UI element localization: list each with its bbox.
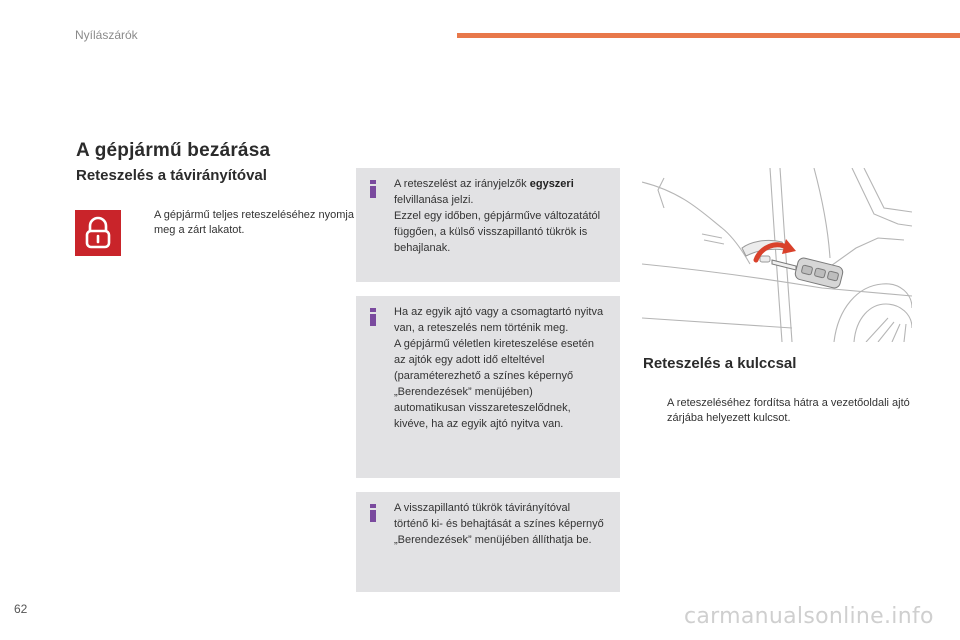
section-title: Nyílászárók — [75, 28, 138, 42]
remote-instruction-text: A gépjármű teljes reteszeléséhez nyomja meg a zárt lakatot. — [154, 209, 354, 236]
info-box-text: A reteszelést az irányjelzők egyszeri felvillanása jelzi. — [394, 178, 574, 206]
info-box-door-open — [356, 296, 620, 478]
key-instruction — [645, 396, 915, 430]
page-title: A gépjármű bezárása — [76, 140, 271, 161]
lock-icon — [75, 210, 121, 256]
header-accent-rule — [457, 33, 960, 38]
lock-button-illustration — [75, 210, 121, 256]
info-box-text: A visszapillantó tükrök távirányítóval történő ki- és behajtását a színes képernyő „Berendezések” menüjében állíthatja be. — [394, 502, 604, 546]
car-door-key-illustration — [642, 168, 912, 342]
info-box-text: Ezzel egy időben, gépjárműve változatától függően, a külső visszapillantó tükrök is behajlanak. — [394, 210, 601, 254]
watermark: carmanualsonline.info — [684, 604, 934, 629]
info-box-signal — [356, 168, 620, 282]
remote-locking-heading: Reteszelés a távirányítóval — [76, 167, 267, 184]
info-icon — [368, 504, 378, 522]
key-instruction-text: A reteszeléséhez fordítsa hátra a vezetőoldali ajtó zárjába helyezett kulcsot. — [667, 397, 910, 424]
key-locking-heading: Reteszelés a kulccsal — [643, 355, 797, 372]
info-box-text: A gépjármű véletlen kireteszelése esetén az ajtók egy adott idő elteltével (paraméterezhető a színes képernyő „Berendezések” menüjében) automatikusan visszareteszelődnek, kivéve, ha az egyik ajtó nyitva van. — [394, 338, 594, 430]
remote-instruction — [132, 208, 352, 242]
info-icon — [368, 308, 378, 326]
page-number: 62 — [14, 602, 28, 616]
info-icon — [368, 180, 378, 198]
info-box-text: Ha az egyik ajtó vagy a csomagtartó nyitva van, a reteszelés nem történik meg. — [394, 306, 604, 334]
info-box-mirrors — [356, 492, 620, 592]
